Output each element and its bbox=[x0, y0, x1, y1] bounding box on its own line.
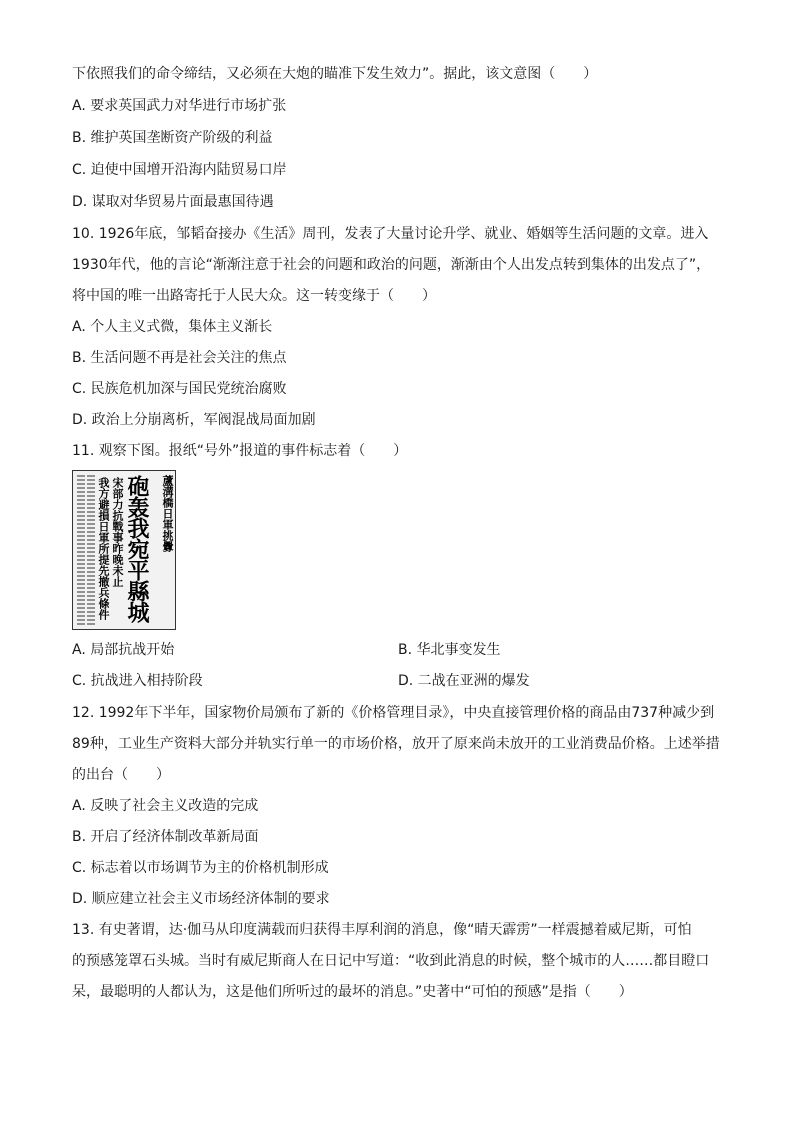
text-line: B. 生活问题不再是社会关注的焦点 bbox=[72, 350, 287, 366]
text-line: 的预感笼罩石头城。当时有威尼斯商人在日记中写道：“收到此消息的时候，整个城市的人……都目瞪口 bbox=[72, 953, 710, 969]
text-line: D. 顺应建立社会主义市场经济体制的要求 bbox=[72, 891, 330, 907]
clipping-headline: 砲轰我宛平縣城 bbox=[124, 475, 150, 622]
text-line: 10. 1926年底，邹韬奋接办《生活》周刊，发表了大量讨论升学、就业、婚姻等生活问题的文章。进入 bbox=[72, 226, 709, 242]
text-line: 下依照我们的命令缔结，又必须在大炮的瞄准下发生效力”。据此，该文意图（ ） bbox=[72, 66, 598, 82]
text-line: C. 民族危机加深与国民党统治腐败 bbox=[72, 381, 287, 397]
answer-option: A. 局部抗战开始 bbox=[72, 642, 175, 658]
text-line: A. 要求英国武力对华进行市场扩张 bbox=[72, 98, 287, 114]
text-line: B. 开启了经济体制改革新局面 bbox=[72, 829, 259, 845]
text-line: 的出台（ ） bbox=[72, 767, 170, 783]
text-line: 呆，最聪明的人都认为，这是他们所听过的最坏的消息。”史著中“可怕的预感”是指（ ） bbox=[72, 984, 633, 1000]
text-line: B. 维护英国垄断资产阶级的利益 bbox=[72, 130, 273, 146]
newspaper-extra-image bbox=[72, 470, 176, 630]
newsprint-column bbox=[87, 475, 95, 625]
clipping-subline-right: 蘆溝橋日軍挑釁 bbox=[161, 475, 174, 552]
text-line: C. 迫使中国增开沿海内陆贸易口岸 bbox=[72, 162, 287, 178]
answer-option: C. 抗战进入相持阶段 bbox=[72, 673, 203, 689]
text-line: 89种，工业生产资料大部分并轨实行单一的市场价格，放开了原来尚未放开的工业消费品价格。上述举措 bbox=[72, 736, 720, 752]
text-line: 12. 1992年下半年，国家物价局颁布了新的《价格管理目录》，中央直接管理价格的商品由737种减少到 bbox=[72, 705, 715, 721]
clipping-subline-left: 我方避損日軍所提先撤兵條件 bbox=[97, 477, 110, 620]
text-line: A. 反映了社会主义改造的完成 bbox=[72, 798, 259, 814]
answer-option: D. 二战在亚洲的爆发 bbox=[398, 673, 530, 689]
text-line: D. 谋取对华贸易片面最惠国待遇 bbox=[72, 194, 274, 210]
text-line: 13. 有史著谓，达·伽马从印度满载而归获得丰厚利润的消息，像“晴天霹雳”一样震撼着威尼斯，可怕 bbox=[72, 922, 692, 938]
newsprint-column bbox=[77, 475, 85, 625]
text-line: A. 个人主义式微，集体主义渐长 bbox=[72, 319, 273, 335]
text-line: C. 标志着以市场调节为主的价格机制形成 bbox=[72, 860, 329, 876]
clipping-subline-mid: 宋部力抗戰事昨晚未止 bbox=[111, 477, 124, 587]
text-line: 11. 观察下图。报纸“号外”报道的事件标志着（ ） bbox=[72, 443, 408, 459]
answer-option: B. 华北事变发生 bbox=[398, 642, 501, 658]
text-line: D. 政治上分崩离析，军阀混战局面加剧 bbox=[72, 412, 316, 428]
text-line: 1930年代，他的言论“渐渐注意于社会的问题和政治的问题，渐渐由个人出发点转到集体的出发点了”， bbox=[72, 257, 711, 273]
text-line: 将中国的唯一出路寄托于人民大众。这一转变缘于（ ） bbox=[72, 288, 436, 304]
